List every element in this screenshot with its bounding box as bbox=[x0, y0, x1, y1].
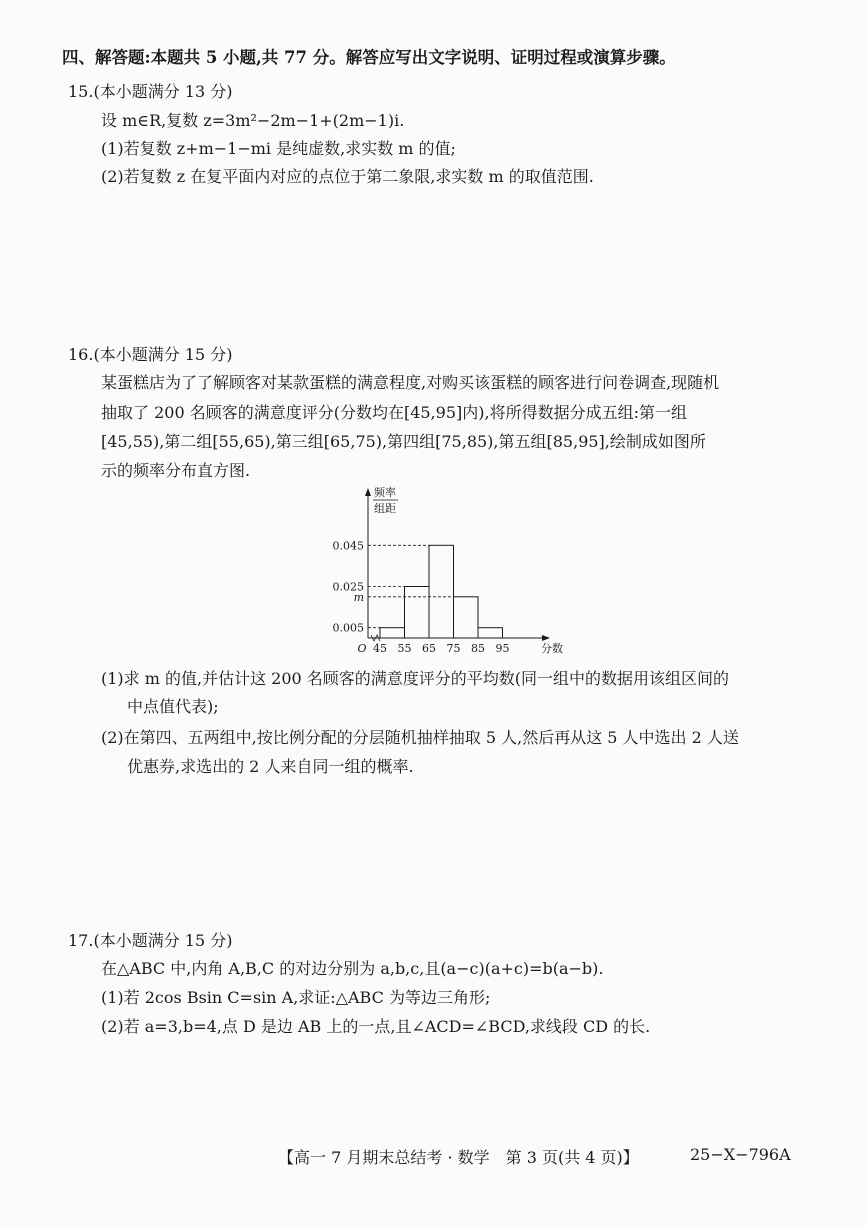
y-tick-label: 0.025 bbox=[332, 580, 364, 594]
frequency-histogram bbox=[320, 482, 563, 662]
x-tick-label: 45 bbox=[373, 642, 387, 655]
document-code: 25−X−796A bbox=[690, 1145, 791, 1164]
y-axis-arrow bbox=[365, 488, 371, 496]
q16-stem-line-3: [45,55),第二组[55,65),第三组[65,75),第四组[75,85),第五组[85,95],绘制成如图所 bbox=[101, 432, 706, 451]
histogram-bar bbox=[454, 597, 479, 638]
page-footer: 【高一 7 月期末总结考 · 数学 第 3 页(共 4 页)】 bbox=[278, 1148, 639, 1167]
histogram-bar bbox=[429, 545, 454, 638]
x-tick-label: 75 bbox=[446, 642, 461, 655]
section-title: 四、解答题:本题共 5 小题,共 77 分。解答应写出文字说明、证明过程或演算步骤。 bbox=[62, 48, 676, 67]
y-tick-label: 0.045 bbox=[332, 539, 364, 553]
q16-part1-line-1: (1)求 m 的值,并估计这 200 名顾客的满意度评分的平均数(同一组中的数据用该组区间的 bbox=[101, 669, 730, 688]
q17-intro: 在△ABC 中,内角 A,B,C 的对边分别为 a,b,c,且(a−c)(a+c)=b(a−b). bbox=[101, 959, 604, 978]
q17-part1: (1)若 2cos Bsin C=sin A,求证:△ABC 为等边三角形; bbox=[101, 988, 491, 1007]
q17-header: 17.(本小题满分 15 分) bbox=[68, 931, 233, 950]
q16-part2-line-2: 优惠券,求选出的 2 人来自同一组的概率. bbox=[127, 757, 414, 776]
y-axis-label-top: 频率 bbox=[374, 486, 396, 499]
y-tick-label: m bbox=[353, 590, 364, 604]
histogram-bar bbox=[405, 587, 430, 639]
x-axis-label: 分数 bbox=[541, 642, 563, 655]
origin-label: O bbox=[357, 642, 367, 655]
y-axis-label-bottom: 组距 bbox=[374, 502, 396, 515]
q17-part2: (2)若 a=3,b=4,点 D 是边 AB 上的一点,且∠ACD=∠BCD,求线段 CD 的长. bbox=[101, 1017, 651, 1036]
q16-stem-line-1: 某蛋糕店为了了解顾客对某款蛋糕的满意程度,对购买该蛋糕的顾客进行问卷调查,现随机 bbox=[101, 373, 720, 392]
q16-part2-line-1: (2)在第四、五两组中,按比例分配的分层随机抽样抽取 5 人,然后再从这 5 人中选出 2 人送 bbox=[101, 728, 739, 747]
x-axis-arrow bbox=[542, 635, 550, 641]
x-tick-label: 65 bbox=[422, 642, 436, 655]
histogram-bar bbox=[478, 628, 503, 638]
q15-part2: (2)若复数 z 在复平面内对应的点位于第二象限,求实数 m 的取值范围. bbox=[101, 167, 594, 186]
q16-stem-line-2: 抽取了 200 名顾客的满意度评分(分数均在[45,95]内),将所得数据分成五组:第一组 bbox=[101, 403, 687, 422]
x-tick-label: 55 bbox=[397, 642, 412, 655]
q16-part1-line-2: 中点值代表); bbox=[127, 697, 219, 716]
y-tick-label: 0.005 bbox=[332, 621, 364, 635]
q15-header: 15.(本小题满分 13 分) bbox=[68, 82, 233, 101]
x-tick-label: 95 bbox=[495, 642, 510, 655]
q15-intro: 设 m∈R,复数 z=3m²−2m−1+(2m−1)i. bbox=[101, 111, 405, 130]
axis-break-mark bbox=[371, 635, 380, 641]
histogram-bar bbox=[380, 628, 405, 638]
q16-header: 16.(本小题满分 15 分) bbox=[68, 345, 233, 364]
q16-stem-line-4: 示的频率分布直方图. bbox=[101, 461, 251, 480]
q15-part1: (1)若复数 z+m−1−mi 是纯虚数,求实数 m 的值; bbox=[101, 139, 456, 158]
x-tick-label: 85 bbox=[471, 642, 485, 655]
